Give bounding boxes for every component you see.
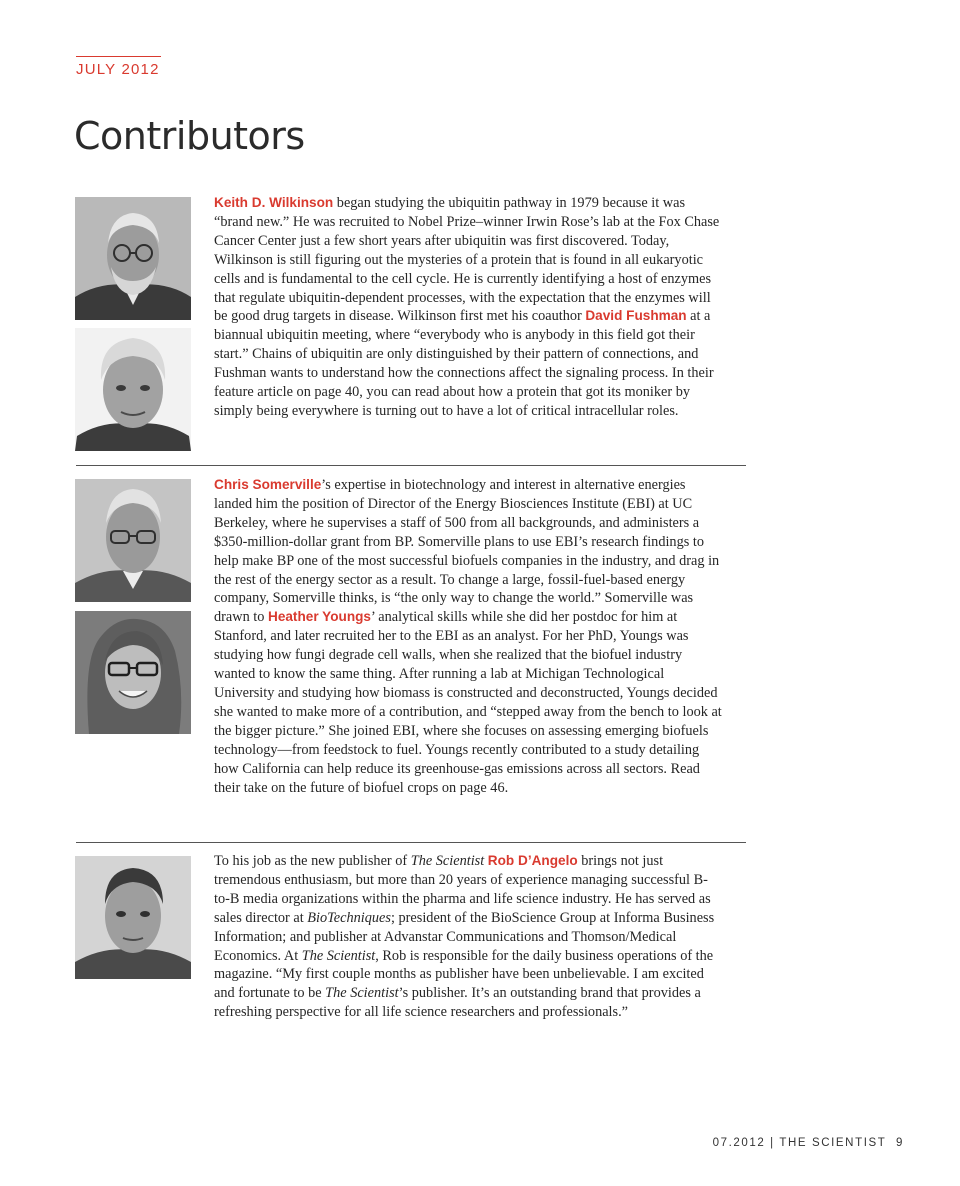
photo-david-fushman: [75, 328, 191, 451]
bio-text: ’ analytical skills while she did her postdoc for him at Stanford, and later recruited her to the EBI as an analyst. For her PhD, Youngs was studying how fungi degrade cell walls, when she realized that the biofuel industry wanted to know the same thing. After running a lab at Michigan Technological University and studying how biomass is constructed and deconstructed, Youngs decided she wanted to make more of a contribution, and “stepped away from the bench to look at the bigger picture.” She joined EBI, where she focuses on assessing emerging biofuels technology—from feedstock to fuel. Youngs recently contributed to a study detailing how California can help reduce its greenhouse-gas emissions across all sectors. Read their take on the future of biofuel crops on page 46.: [214, 609, 722, 796]
publication-title: The Scientist: [301, 947, 376, 964]
photo-rob-dangelo: [75, 856, 191, 979]
bio-text: began studying the ubiquitin pathway in 1979 because it was “brand new.” He was recruited to Nobel Prize–winner Irwin Rose’s lab at the Fox Chase Cancer Center just a few short years after ubiquitin was first discovered. Today, Wilkinson is still figuring out the mysteries of a protein that is found in all eukaryotic cells and is fundamental to the cell cycle. He is currently identifying a host of enzymes that regulate ubiquitin-dependent processes, with the expectation that the enzymes will be good drug targets in disease. Wilkinson first met his coauthor: [214, 195, 720, 325]
contributor-name: Chris Somerville: [214, 477, 322, 492]
footer-publication: 07.2012 | THE SCIENTIST: [712, 1137, 887, 1149]
photo-keith-wilkinson: [75, 197, 191, 320]
issue-date-label: JULY 2012: [76, 61, 160, 78]
bio-dangelo: [214, 852, 722, 1022]
contributor-name: David Fushman: [585, 308, 687, 324]
publication-title: BioTechniques: [307, 909, 391, 926]
contributor-name: Rob D’Angelo: [487, 853, 578, 868]
bio-text: ’s publisher. It’s an outstanding brand that provides a refreshing perspective for all life science researchers and professionals.”: [214, 985, 701, 1021]
photo-chris-somerville: [75, 479, 191, 602]
page-title: Contributors: [74, 114, 305, 158]
publication-title: The Scientist: [325, 985, 399, 1002]
bio-somerville-youngs: [214, 476, 722, 797]
bio-wilkinson-fushman: [214, 194, 722, 421]
contributor-name: Heather Youngs: [268, 609, 371, 625]
contributor-name: Keith D. Wilkinson: [214, 195, 334, 210]
photo-heather-youngs: [75, 611, 191, 734]
issue-rule: [76, 56, 161, 57]
bio-text: at a biannual ubiquitin meeting, where “everybody who is anybody in this field got their start.” Chains of ubiquitin are only distinguished by their pattern of connections, and Fushman wants to understand how the connections affect the signaling process. In their feature article on page 40, you can read about how a protein that got its moniker by simply being everywhere is turning out to have a lot of critical intracellular roles.: [214, 308, 714, 419]
section-divider: [76, 842, 746, 843]
section-divider: [76, 465, 746, 466]
bio-text: To his job as the new publisher of: [214, 853, 411, 869]
publication-title: The Scientist: [410, 853, 485, 869]
bio-text: ; president of the BioScience Group at Informa Business Information; and publisher at Advanstar Communications and Thomson/Medical Economics. At: [214, 909, 715, 964]
bio-text: brings not just tremendous enthusiasm, but more than 20 years of experience managing successful B-to-B media organizations within the pharma and life science industry. He has served as sales director at: [214, 853, 711, 926]
page-number: 9: [896, 1137, 904, 1149]
bio-text: ’s expertise in biotechnology and interest in alternative energies landed him the position of Director of the Energy Biosciences Institute (EBI) at UC Berkeley, where he supervises a staff of 500 from all backgrounds, and administers a $350-million-dollar grant from BP. Somerville plans to use EBI’s research findings to help make BP one of the most successful biofuels companies in the industry, and drag in the rest of the energy sector as a result. To change a large, fossil-fuel-based energy company, Somerville thinks, is “the only way to change the world.” Somerville was drawn to: [214, 477, 720, 626]
page-footer: [713, 1137, 904, 1149]
bio-text: , Rob is responsible for the daily business operations of the magazine. “My first couple months as publisher have been unbelievable. I am excited and fortunate to be: [214, 947, 714, 1002]
